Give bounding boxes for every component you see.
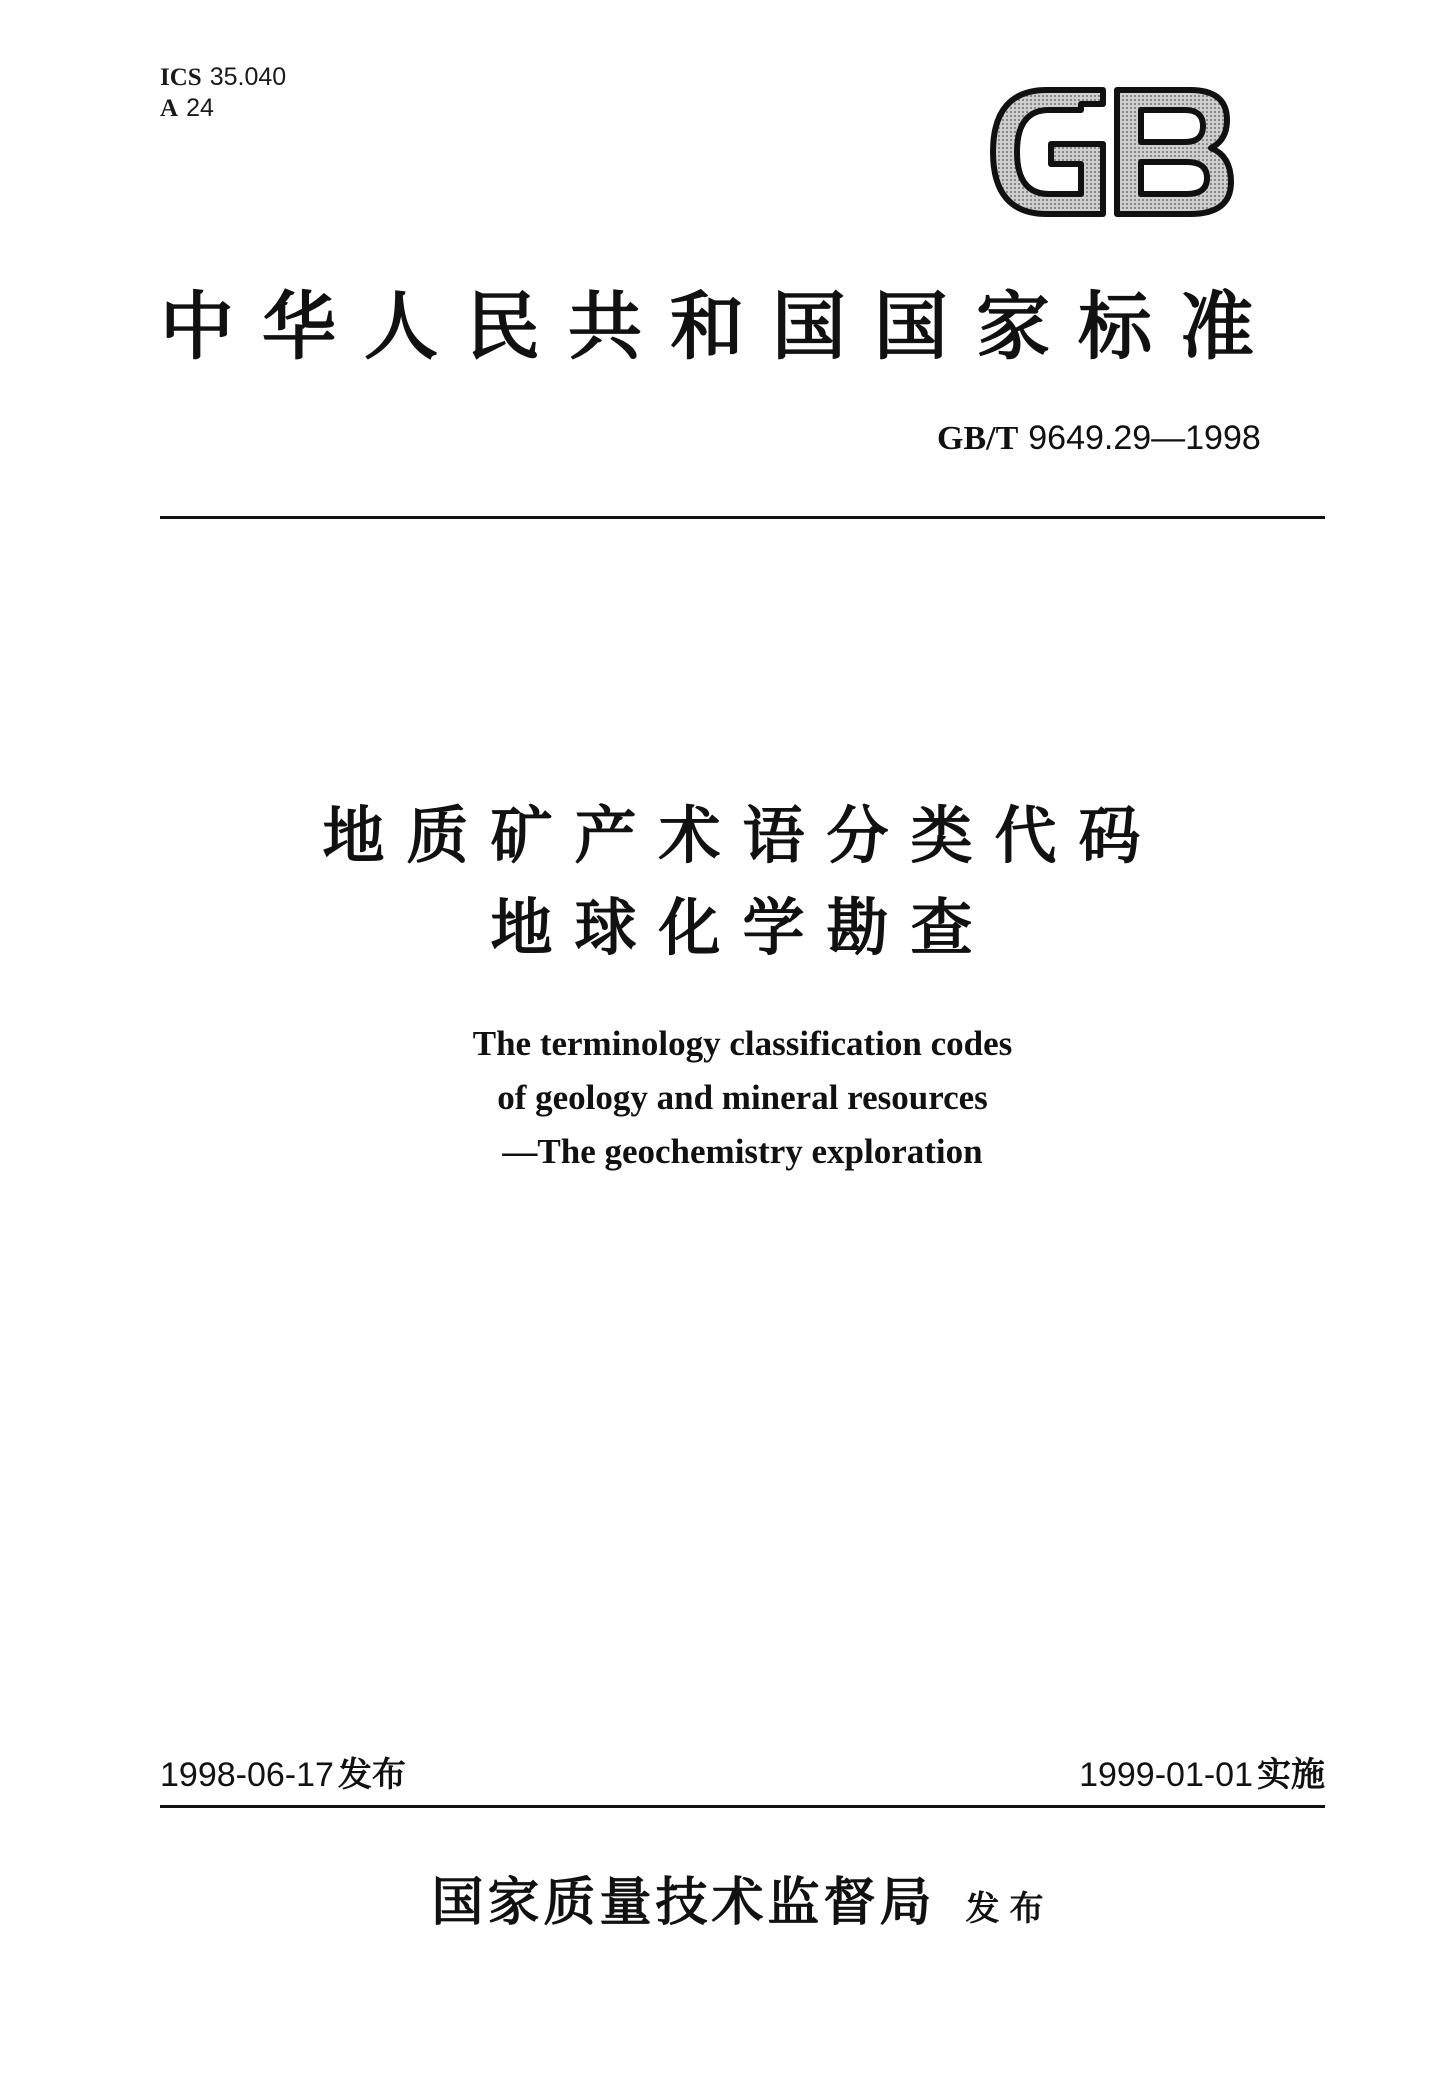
ics-value: 35.040	[209, 63, 287, 91]
english-title-line-2: of geology and mineral resources	[497, 1078, 988, 1117]
publisher	[160, 1868, 1325, 1944]
gb-logo	[985, 82, 1235, 222]
ics-label: ICS	[160, 64, 202, 91]
ccs-label: A	[160, 95, 179, 122]
issue-date-value: 1998-06-17	[160, 1756, 334, 1794]
standard-prefix: GB/T	[937, 420, 1019, 457]
implementation-date-label: 实施	[1257, 1755, 1325, 1795]
header-divider	[160, 516, 1325, 519]
gb-logo-g-letter	[993, 90, 1103, 214]
ccs-code	[160, 93, 286, 124]
ccs-value: 24	[186, 94, 214, 122]
publisher-name: 国家质量技术监督局	[431, 1872, 936, 1933]
standard-number	[937, 418, 1261, 459]
footer-divider	[160, 1805, 1325, 1808]
publisher-action: 发布	[965, 1889, 1054, 1929]
standard-code: 9649.29—1998	[1028, 419, 1261, 457]
implementation-date	[1079, 1755, 1325, 1795]
national-standard-heading: 中华人民共和国国家标准	[160, 284, 1282, 370]
classification-codes	[160, 62, 286, 124]
chinese-title-line-2: 地球化学勘查	[490, 891, 995, 964]
chinese-title-line-1: 地质矿产术语分类代码	[322, 799, 1163, 872]
issue-date	[160, 1755, 406, 1795]
issue-date-label: 发布	[337, 1755, 406, 1795]
english-title-line-3: —The geochemistry exploration	[502, 1132, 983, 1171]
english-title-line-1: The terminology classification codes	[472, 1024, 1013, 1063]
implementation-date-value: 1999-01-01	[1079, 1756, 1253, 1794]
gb-logo-b-letter	[1117, 90, 1231, 214]
ics-code	[160, 62, 286, 93]
